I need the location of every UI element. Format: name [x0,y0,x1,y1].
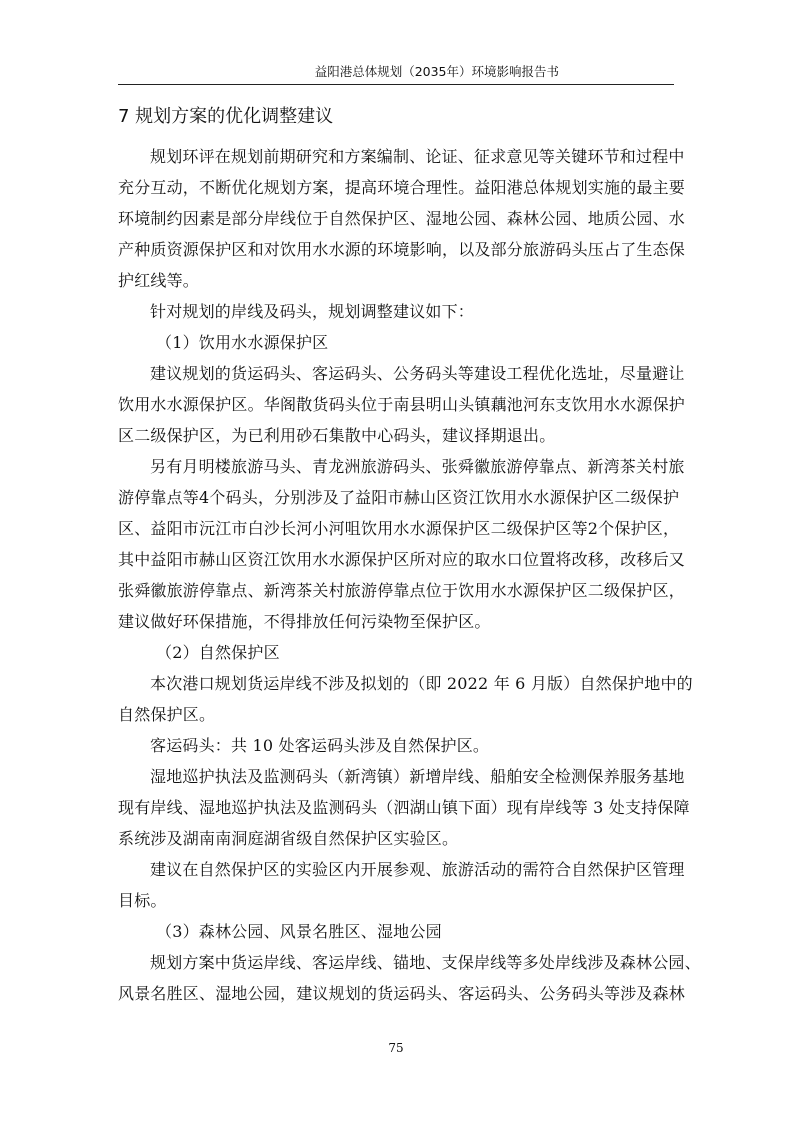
paragraph [118,668,693,730]
header-title: 益阳港总体规划（2035年）环境影响报告书 [314,64,559,79]
text-line: 目标。 [118,891,167,910]
text-line: 区二级保护区，为已利用砂石集散中心码头，建议择期退出。 [118,426,556,445]
body-text [118,141,701,1009]
text-line: 区、益阳市沅江市白沙长河小河咀饮用水水源保护区二级保护区等2个保护区， [118,519,680,538]
section-heading: 7 规划方案的优化调整建议 [118,106,334,127]
text-line: 针对规划的岸线及码头，规划调整建议如下： [150,302,475,321]
text-line: 现有岸线、湿地巡护执法及监测码头（泗湖山镇下面）现有岸线等 3 处支持保障 [118,798,690,817]
paragraph [118,947,701,1009]
subsection-heading [118,327,674,358]
subsection-heading [118,916,674,947]
paragraph [118,761,690,854]
subsection-heading [118,637,674,668]
paragraph [118,451,686,637]
text-line: 客运码头：共 10 处客运码头涉及自然保护区。 [150,736,490,755]
text-line: 建议做好环保措施，不得排放任何污染物至保护区。 [118,612,491,631]
text-line: （1）饮用水水源保护区 [156,333,329,352]
paragraph [118,854,685,916]
text-line: 自然保护区。 [118,705,216,724]
text-line: 建议规划的货运码头、客运码头、公务码头等建设工程优化选址，尽量避让 [150,364,685,383]
page-number: 75 [388,1041,404,1055]
text-line: 另有月明楼旅游马头、青龙洲旅游码头、张舜徽旅游停靠点、新湾茶关村旅 [150,457,685,476]
text-line: 充分互动，不断优化规划方案，提高环境合理性。益阳港总体规划实施的最主要 [118,178,686,197]
text-line: 其中益阳市赫山区资江饮用水水源保护区所对应的取水口位置将改移，改移后又 [118,550,686,569]
text-line: 游停靠点等4个码头，分别涉及了益阳市赫山区资江饮用水水源保护区二级保护 [118,488,680,507]
text-line: （3）森林公园、风景名胜区、湿地公园 [156,922,442,941]
text-line: 饮用水水源保护区。华阁散货码头位于南县明山头镇藕池河东支饮用水水源保护 [118,395,686,414]
text-line: 规划环评在规划前期研究和方案编制、论证、征求意见等关键环节和过程中 [150,147,685,166]
paragraph [118,296,674,327]
text-line: 产种质资源保护区和对饮用水水源的环境影响，以及部分旅游码头压占了生态保 [118,240,686,259]
text-line: 建议在自然保护区的实验区内开展参观、旅游活动的需符合自然保护区管理 [150,860,685,879]
text-line: 规划方案中货运岸线、客运岸线、锚地、支保岸线等多处岸线涉及森林公园、 [150,953,701,972]
text-line: 张舜徽旅游停靠点、新湾茶关村旅游停靠点位于饮用水水源保护区二级保护区， [118,581,686,600]
text-line: 护红线等。 [118,271,200,290]
text-line: 风景名胜区、湿地公园，建议规划的货运码头、客运码头、公务码头等涉及森林 [118,984,686,1003]
text-line: 环境制约因素是部分岸线位于自然保护区、湿地公园、森林公园、地质公园、水 [118,209,686,228]
text-line: 系统涉及湖南南洞庭湖省级自然保护区实验区。 [118,829,459,848]
text-line: 本次港口规划货运岸线不涉及拟划的（即 2022 年 6 月版）自然保护地中的 [150,674,693,693]
running-header [118,62,674,85]
paragraph [118,358,686,451]
paragraph [118,730,674,761]
text-line: （2）自然保护区 [156,643,280,662]
text-line: 湿地巡护执法及监测码头（新湾镇）新增岸线、船舶安全检测保养服务基地 [150,767,685,786]
paragraph [118,141,686,296]
